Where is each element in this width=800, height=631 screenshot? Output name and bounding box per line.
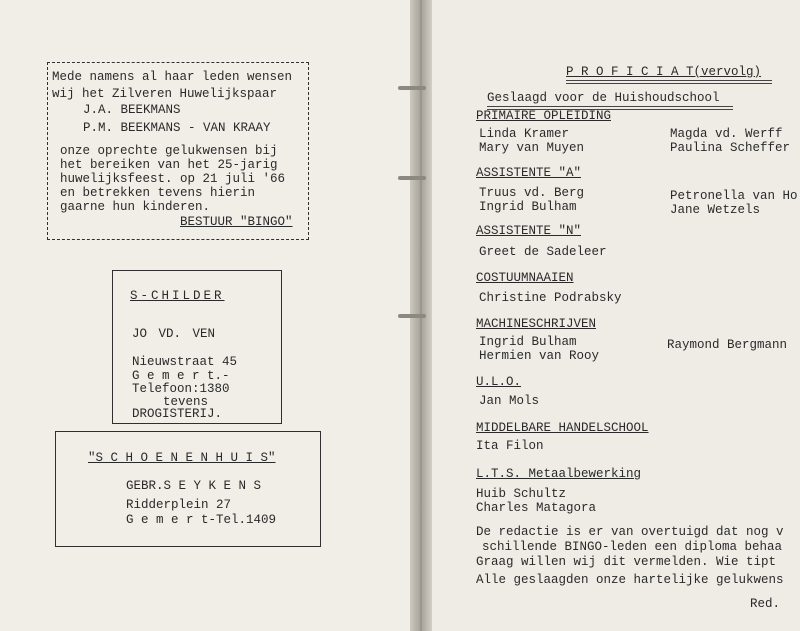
graduate-name: Greet de Sadeleer [479,245,607,259]
bingo-ad-line: het bereiken van het 25-jarig [60,158,278,172]
graduate-name: Jan Mols [479,394,540,408]
section-heading-costuum: COSTUUMNAAIEN [476,271,574,285]
staple [398,86,426,90]
schilder-ad-street: Nieuwstraat 45 [132,355,238,369]
bingo-ad-line: Mede namens al haar leden wensen [52,70,293,84]
schoenenhuis-ad-name: GEBR.S E Y K E N S [126,479,262,493]
graduate-name: Charles Matagora [476,501,597,515]
page-subtitle: Geslaagd voor de Huishoudschool [487,91,720,105]
section-heading-assistente-a: ASSISTENTE "A" [476,166,582,180]
section-heading-primaire: PRIMAIRE OPLEIDING [476,109,612,123]
graduate-name: Mary van Muyen [479,141,585,155]
closing-text: schillende BINGO-leden een diploma behaa [482,540,783,554]
graduate-name: Ita Filon [476,439,544,453]
staple [398,314,426,318]
graduate-name: Petronella van Ho [670,189,798,203]
schoenenhuis-ad-street: Ridderplein 27 [126,498,232,512]
schilder-ad-city: G e m e r t.- [132,369,230,383]
staple [398,176,426,180]
section-heading-machineschrijven: MACHINESCHRIJVEN [476,317,597,331]
graduate-name: Hermien van Rooy [479,349,600,363]
graduate-name: Magda vd. Werff [670,127,783,141]
schilder-ad-also: tevens [163,395,209,409]
closing-text: Alle geslaagden onze hartelijke gelukwens [476,573,784,587]
bingo-ad-line: huwelijksfeest. op 21 juli '66 [60,172,286,186]
schilder-ad-heading: S-CHILDER [130,289,225,303]
graduate-name: Paulina Scheffer [670,141,791,155]
bingo-ad-line: en betrekken tevens hierin [60,186,256,200]
graduate-name: Truus vd. Berg [479,186,585,200]
graduate-name: Christine Podrabsky [479,291,622,305]
section-heading-handelschool: MIDDELBARE HANDELSCHOOL [476,421,649,435]
closing-text: De redactie is er van overtuigd dat nog v [476,525,784,539]
schilder-ad-name: JO VD. VEN [132,327,216,341]
section-heading-ulo: U.L.O. [476,375,522,389]
section-heading-lts: L.T.S. Metaalbewerking [476,467,642,481]
graduate-name: Raymond Bergmann [667,338,788,352]
closing-signature: Red. [750,597,781,611]
section-heading-assistente-n: ASSISTENTE "N" [476,224,582,238]
schilder-ad-phone: Telefoon:1380 [132,382,230,396]
bingo-ad-line: gaarne hun kinderen. [60,200,211,214]
bingo-ad-signature: BESTUUR "BINGO" [180,215,293,229]
bingo-ad-name: J.A. BEEKMANS [83,103,181,117]
title-double-rule [566,80,772,84]
graduate-name: Ingrid Bulham [479,200,577,214]
graduate-name: Linda Kramer [479,127,570,141]
schoenenhuis-ad-heading: "S C H O E N E N H U I S" [88,451,276,465]
page-title: P R O F I C I A T(vervolg) [566,65,762,79]
graduate-name: Ingrid Bulham [479,335,577,349]
closing-text: Graag willen wij dit vermelden. Wie tipt [476,555,777,569]
graduate-name: Jane Wetzels [670,203,761,217]
schilder-ad-shop: DROGISTERIJ. [132,407,223,421]
bingo-ad-line: onze oprechte gelukwensen bij [60,144,278,158]
graduate-name: Huib Schultz [476,487,567,501]
bingo-ad-line: wij het Zilveren Huwelijkspaar [52,87,278,101]
bingo-ad-name: P.M. BEEKMANS - VAN KRAAY [83,121,271,135]
schoenenhuis-ad-city: G e m e r t-Tel.1409 [126,513,277,527]
